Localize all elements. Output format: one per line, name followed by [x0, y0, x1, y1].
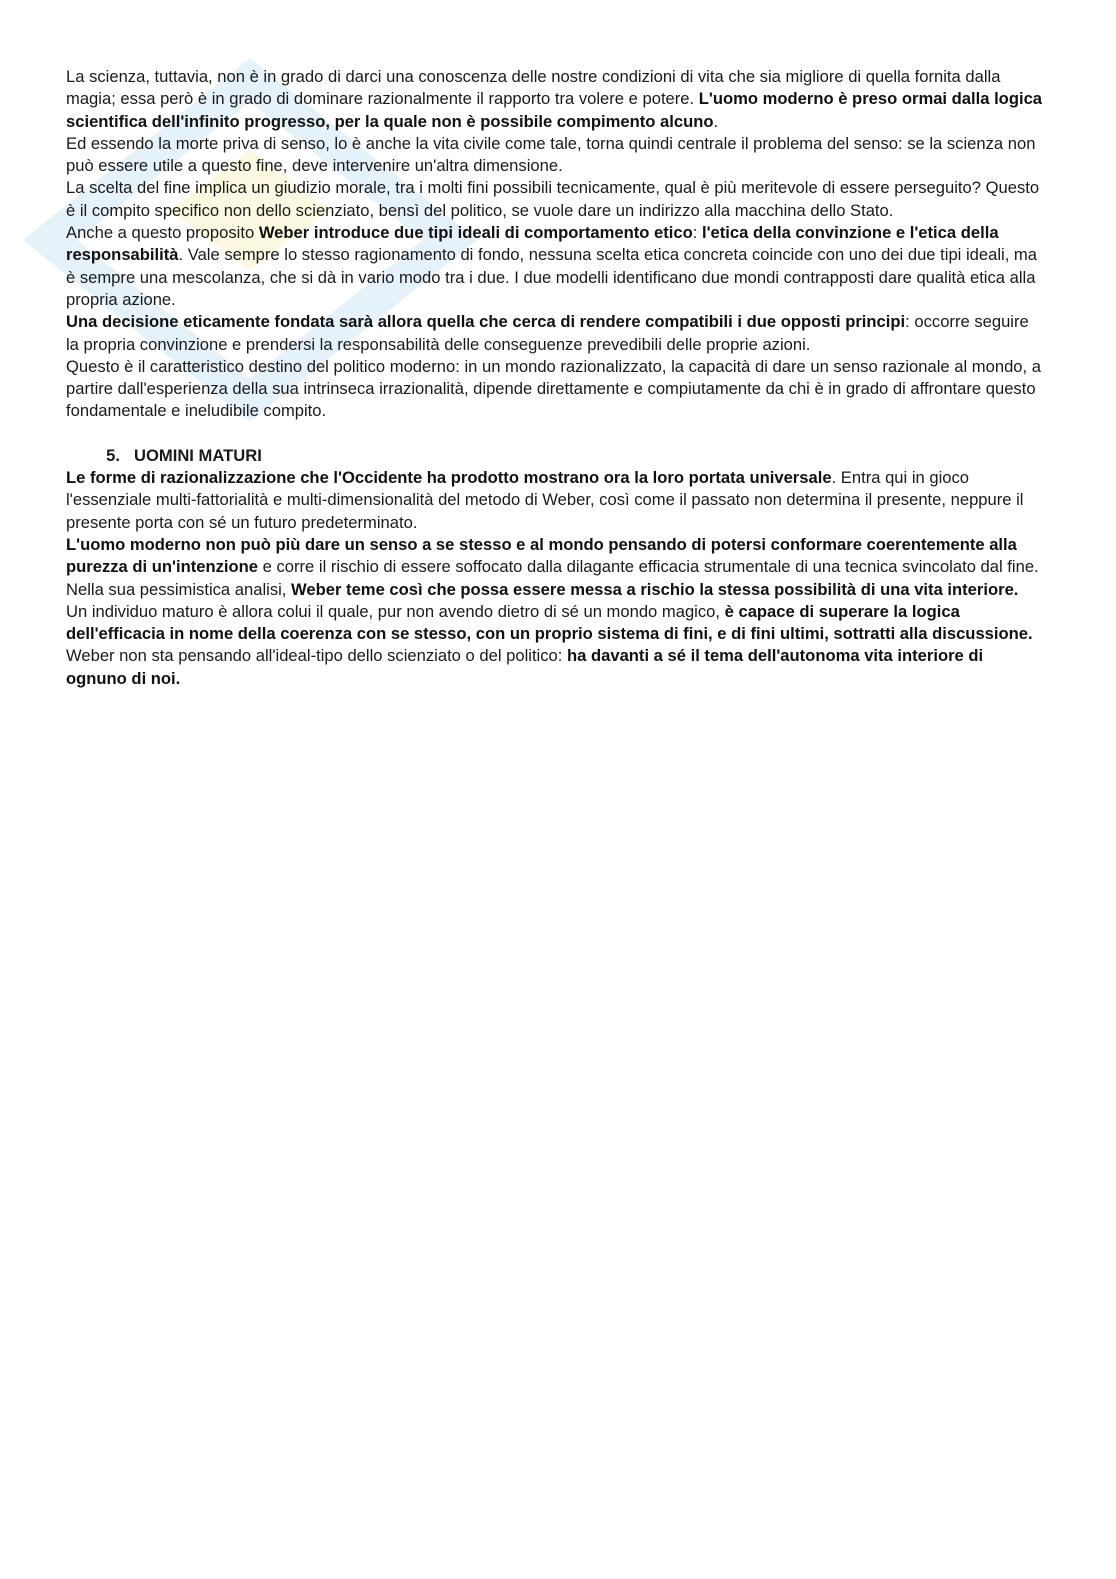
paragraph	[66, 467, 1044, 534]
text-run: Questo è il caratteristico destino del politico moderno: in un mondo razionalizzato, la capacità di dare un senso razionale al mondo, a partire dall'esperienza della sua intrinseca irrazionalità, dipende direttamente e compiutamente da chi è in grado di affrontare questo fondamentale e ineludibile compito.	[66, 356, 1041, 421]
paragraph	[66, 601, 1044, 690]
text-run: .	[713, 111, 719, 131]
paragraph	[66, 534, 1044, 601]
paragraph	[66, 66, 1044, 133]
text-run: La scelta del fine implica un giudizio morale, tra i molti fini possibili tecnicamente, qual è più meritevole di essere perseguito? Questo è il compito specifico non dello scienziato, bensì del politico, se vuole dare un indirizzo alla macchina dello Stato.	[66, 178, 1040, 220]
text-run: . Vale sempre lo stesso ragionamento di fondo, nessuna scelta etica concreta coincide con uno dei due tipi ideali, ma è sempre una mescolanza, che si dà in vario modo tra i due. I due modelli identificano due mondi contrapposti dare qualità etica alla propria azione.	[66, 245, 1037, 309]
bold-text: Weber introduce due tipi ideali di comportamento etico	[258, 223, 693, 243]
bold-text: L'uomo moderno non può più dare un senso a se stesso e al mondo pensando di potersi conformare coerentemente alla purezza di un'intenzione	[66, 534, 1017, 577]
paragraph	[66, 311, 1044, 356]
text-run: Weber non sta pensando all'ideal-tipo dello scienziato o del politico:	[66, 646, 567, 666]
document-page	[66, 66, 1044, 690]
text-run: : occorre seguire la propria convinzione e prendersi la responsabilità delle conseguenze prevedibili delle proprie azioni.	[66, 312, 1029, 354]
text-run: :	[692, 223, 702, 243]
body-text-top	[66, 66, 1044, 423]
paragraph	[66, 356, 1044, 423]
bold-text: l'etica della convinzione e l'etica della responsabilità	[66, 223, 999, 265]
paragraph	[66, 133, 1044, 178]
text-run: Ed essendo la morte priva di senso, lo è anche la vita civile come tale, torna quindi centrale il problema del senso: se la scienza non può essere utile a questo fine, deve intervenire un'altra dimensione.	[66, 133, 1036, 176]
text-run: . Entra qui in gioco l'essenziale multi-fattorialità e multi-dimensionalità del metodo di Weber, così come il passato non determina il presente, neppure il presente porta con sé un futuro predeterminato.	[66, 468, 1024, 532]
body-text-bottom	[66, 467, 1044, 690]
bold-text: Le forme di razionalizzazione che l'Occidente ha prodotto mostrano ora la loro portata universale	[66, 468, 832, 488]
section-number: 5.	[106, 445, 120, 465]
paragraph	[66, 222, 1044, 311]
text-run: La scienza, tuttavia, non è in grado di darci una conoscenza delle nostre condizioni di vita che sia migliore di quella fornita dalla magia; essa però è in grado di dominare razionalmente il rapporto tra volere e potere.	[66, 67, 1001, 109]
text-run: Anche a questo proposito	[66, 223, 259, 243]
text-run: e corre il rischio di essere soffocato dalla dilagante efficacia strumentale di una tecnica svincolato dal fine. Nella sua pessimistica analisi,	[66, 557, 1039, 599]
paragraph	[66, 177, 1044, 222]
section-title: UOMINI MATURI	[134, 445, 262, 465]
bold-text: Weber teme così che possa essere messa a rischio la stessa possibilità di una vita interiore.	[291, 579, 1019, 599]
bold-text: Una decisione eticamente fondata sarà allora quella che cerca di rendere compatibili i due opposti principi	[66, 312, 906, 332]
bold-text: ha davanti a sé il tema dell'autonoma vita interiore di ognuno di noi.	[66, 646, 984, 688]
bold-text: L'uomo moderno è preso ormai dalla logica scientifica dell'infinito progresso, per la quale non è possibile compimento alcuno	[66, 89, 1043, 131]
section-heading	[66, 445, 1044, 467]
bold-text: è capace di superare la logica dell'efficacia in nome della coerenza con se stesso, con un proprio sistema di fini, e di fini ultimi, sottratti alla discussione.	[66, 601, 1033, 644]
text-run: Un individuo maturo è allora colui il quale, pur non avendo dietro di sé un mondo magico,	[66, 601, 725, 621]
